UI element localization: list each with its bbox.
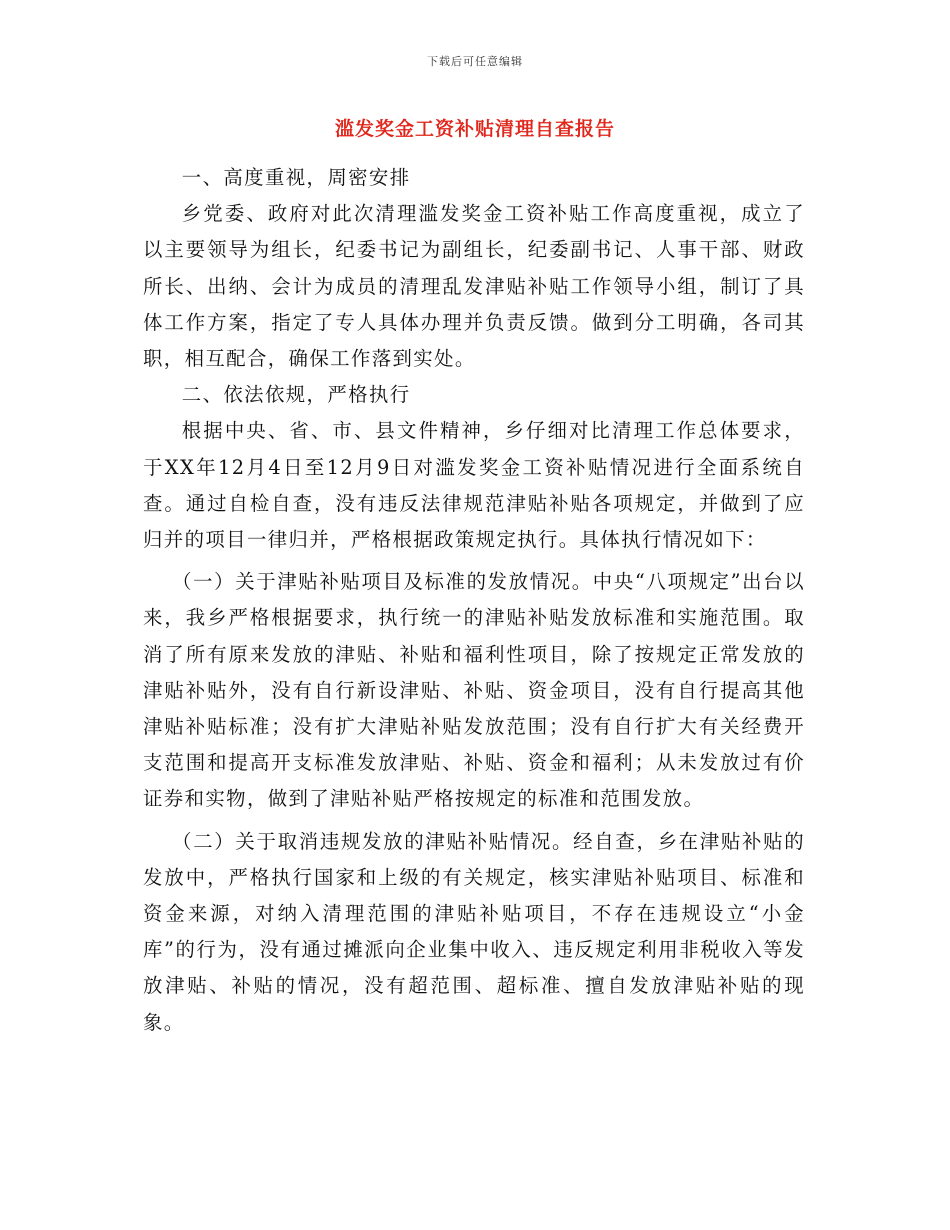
paragraph-1: 乡党委、政府对此次清理滥发奖金工资补贴工作高度重视，成立了以主要领导为组长，纪委书记为副组长，纪委副书记、人事干部、财政所长、出纳、会计为成员的清理乱发津贴补贴工作领导小组，制订了具体工作方案，指定了专人具体办理并负责反馈。做到分工明确，各司其职，相互配合，确保工作落到实处。 (143, 202, 805, 371)
paragraph-2: 根据中央、省、市、县文件精神，乡仔细对比清理工作总体要求，于XX年12月4日至12月9日对滥发奖金工资补贴情况进行全面系统自查。通过自检自查，没有违反法律规范津贴补贴各项规定，并做到了应归并的项目一律归并，严格根据政策规定执行。具体执行情况如下： (143, 419, 805, 552)
section-heading-1: 一、高度重视，周密安排 (181, 166, 411, 189)
paragraph-3: （一）关于津贴补贴项目及标准的发放情况。中央“八项规定”出台以来，我乡严格根据要求，执行统一的津贴补贴发放标准和实施范围。取消了所有原来发放的津贴、补贴和福利性项目，除了按规定正常发放的津贴补贴外，没有自行新设津贴、补贴、资金项目，没有自行提高其他津贴补贴标准；没有扩大津贴补贴发放范围；没有自行扩大有关经费开支范围和提高开支标准发放津贴、补贴、资金和福利；从未发放过有价证券和实物，做到了津贴补贴严格按规定的标准和范围发放。 (143, 570, 805, 811)
document-body (143, 160, 805, 1041)
paragraph-4: （二）关于取消违规发放的津贴补贴情况。经自查，乡在津贴补贴的发放中，严格执行国家和上级的有关规定，核实津贴补贴项目、标准和资金来源，对纳入清理范围的津贴补贴项目，不存在违规设立“小金库”的行为，没有通过摊派向企业集中收入、违反规定利用非税收入等发放津贴、补贴的情况，没有超范围、超标准、擅自发放津贴补贴的现象。 (143, 829, 805, 1034)
document-title: 滥发奖金工资补贴清理自查报告 (334, 118, 615, 140)
section-heading-2: 二、依法依规，严格执行 (181, 383, 411, 407)
header-note: 下载后可任意编辑 (427, 55, 523, 68)
